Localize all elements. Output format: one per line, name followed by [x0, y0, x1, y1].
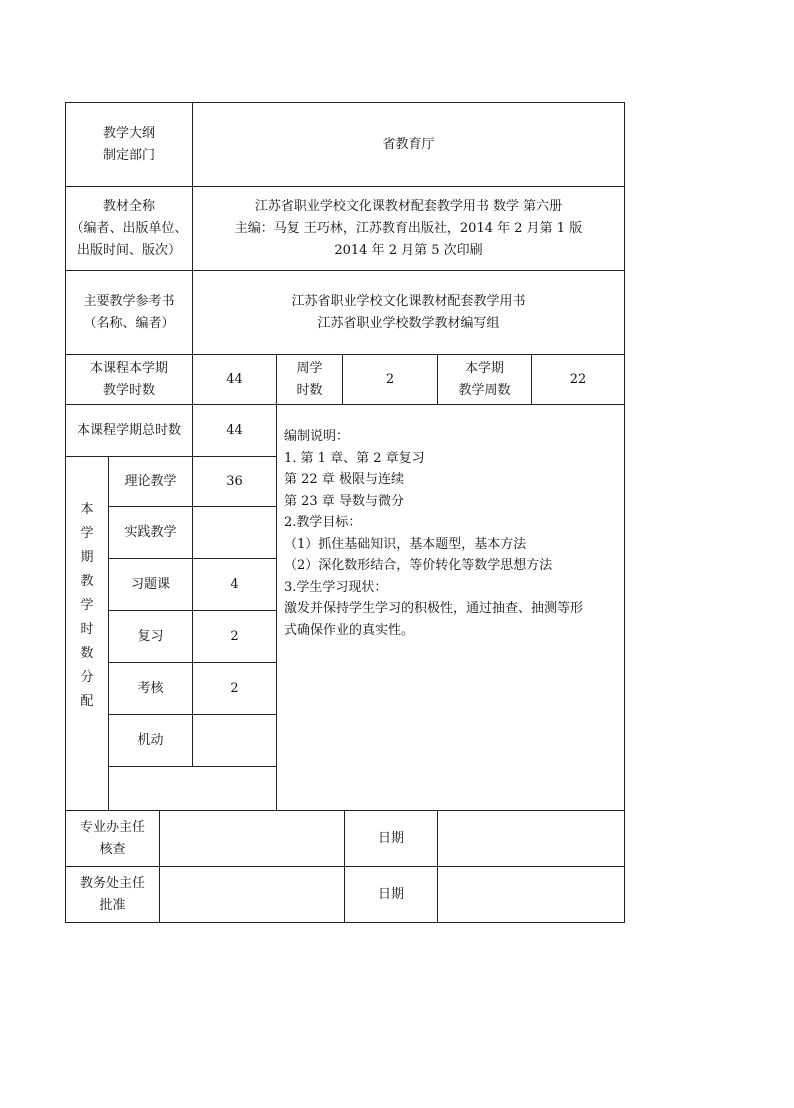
value-text: 44	[226, 371, 243, 387]
distribution-row-value	[193, 715, 276, 766]
distribution-row-label	[109, 663, 192, 714]
row-label-text: 复习	[137, 628, 164, 644]
notes-line: 1. 第 1 章、第 2 章复习	[284, 450, 425, 466]
date-field[interactable]	[438, 811, 624, 866]
distribution-row-label	[109, 507, 192, 558]
label-line: 时数	[296, 382, 323, 398]
value-line: 江苏省职业学校数学教材编写组	[317, 315, 500, 331]
date-label	[345, 867, 437, 922]
row-value-text: 2	[230, 628, 239, 644]
label-line: 教学大纲	[102, 125, 155, 141]
notes-line: 式确保作业的真实性。	[284, 622, 415, 638]
label-line: 教材全称	[102, 198, 155, 214]
label-line: （编者、出版单位、	[70, 220, 188, 236]
total-hours-label	[66, 405, 192, 456]
label-line: 专业办主任	[79, 819, 145, 835]
weekly-hours-value	[343, 355, 437, 404]
label-line: 教学时数	[102, 382, 155, 398]
notes-line: 编制说明：	[284, 429, 350, 444]
value-line: 2014 年 2 月第 5 次印刷	[334, 242, 483, 258]
date-label	[345, 811, 437, 866]
notes-line: （1）抓住基础知识，基本题型，基本方法	[284, 536, 527, 552]
label-line: 核查	[99, 841, 126, 857]
semester-hours-value	[193, 355, 276, 404]
value-line: 江苏省职业学校文化课教材配套教学用书 数学 第六册	[254, 198, 563, 214]
value-text: 2	[385, 371, 395, 387]
references-value	[193, 271, 624, 354]
label-char: 学	[80, 525, 94, 541]
outline-dept-label	[66, 103, 192, 186]
semester-hours-label	[66, 355, 192, 404]
label-text: 本课程学期总时数	[76, 422, 181, 438]
label-line: 教务处主任	[79, 875, 145, 891]
dept-director-review-label	[66, 811, 159, 866]
notes-line: 2.教学目标：	[284, 515, 362, 530]
row-label-text: 习题课	[130, 576, 170, 592]
label-line: 周学	[296, 360, 323, 376]
label-line: 制定部门	[102, 147, 155, 163]
label-char: 教	[80, 573, 94, 589]
row-value-text: 2	[230, 680, 239, 696]
label-char: 期	[80, 549, 94, 565]
weekly-hours-label	[277, 355, 342, 404]
label-char: 本	[80, 501, 94, 517]
textbook-label	[66, 187, 192, 270]
textbook-value	[193, 187, 624, 270]
label-char: 配	[80, 693, 94, 709]
date-label-text: 日期	[377, 830, 404, 846]
label-line: 出版时间、版次）	[76, 242, 181, 258]
distribution-row-value	[193, 457, 276, 506]
value-line: 主编：马复 王巧林，江苏教育出版社，2014 年 2 月第 1 版	[234, 220, 583, 236]
distribution-label	[66, 457, 108, 810]
total-hours-value	[193, 405, 276, 456]
label-line: 本学期	[464, 360, 504, 376]
distribution-row-value	[193, 559, 276, 610]
value-text: 省教育厅	[382, 136, 435, 152]
distribution-row-value	[193, 507, 276, 558]
distribution-row-label	[109, 457, 192, 506]
value-line: 江苏省职业学校文化课教材配套教学用书	[291, 293, 526, 309]
distribution-row-label	[109, 715, 192, 766]
date-field[interactable]	[438, 867, 624, 922]
teaching-weeks-label	[438, 355, 531, 404]
label-char: 数	[80, 645, 94, 661]
compilation-notes	[284, 426, 622, 641]
label-line: 批准	[99, 897, 126, 913]
row-label-text: 实践教学	[124, 524, 177, 540]
row-label-text: 考核	[137, 680, 164, 696]
label-line: （名称、编者）	[83, 315, 175, 331]
distribution-row-label	[109, 611, 192, 662]
distribution-row-label	[109, 559, 192, 610]
row-value-text: 36	[226, 473, 243, 489]
label-char: 学	[80, 597, 94, 613]
academic-director-approval-label	[66, 867, 159, 922]
value-text: 22	[569, 371, 587, 387]
academic-director-approval-field[interactable]	[160, 867, 344, 922]
row-label-text: 理论教学	[124, 473, 177, 489]
notes-line: 3.学生学习现状：	[284, 579, 388, 595]
label-char: 分	[80, 669, 94, 685]
notes-line: 激发并保持学生学习的积极性，通过抽查、抽测等形	[284, 601, 584, 616]
distribution-row-value	[193, 611, 276, 662]
notes-line: （2）深化数形结合，等价转化等数学思想方法	[284, 558, 553, 573]
row-label-text: 机动	[137, 732, 164, 748]
label-char: 时	[80, 621, 94, 637]
references-label	[66, 271, 192, 354]
notes-line: 第 22 章 极限与连续	[284, 472, 404, 487]
teaching-weeks-value	[532, 355, 624, 404]
label-line: 教学周数	[458, 382, 511, 398]
distribution-row-value	[193, 663, 276, 714]
outline-dept-value	[193, 103, 624, 186]
date-label-text: 日期	[377, 886, 404, 902]
row-value-text: 4	[230, 576, 239, 592]
notes-line: 第 23 章 导数与微分	[284, 493, 404, 509]
value-text: 44	[226, 422, 243, 438]
label-line: 本课程本学期	[89, 360, 168, 376]
dept-director-review-field[interactable]	[160, 811, 344, 866]
label-line: 主要教学参考书	[83, 293, 175, 309]
